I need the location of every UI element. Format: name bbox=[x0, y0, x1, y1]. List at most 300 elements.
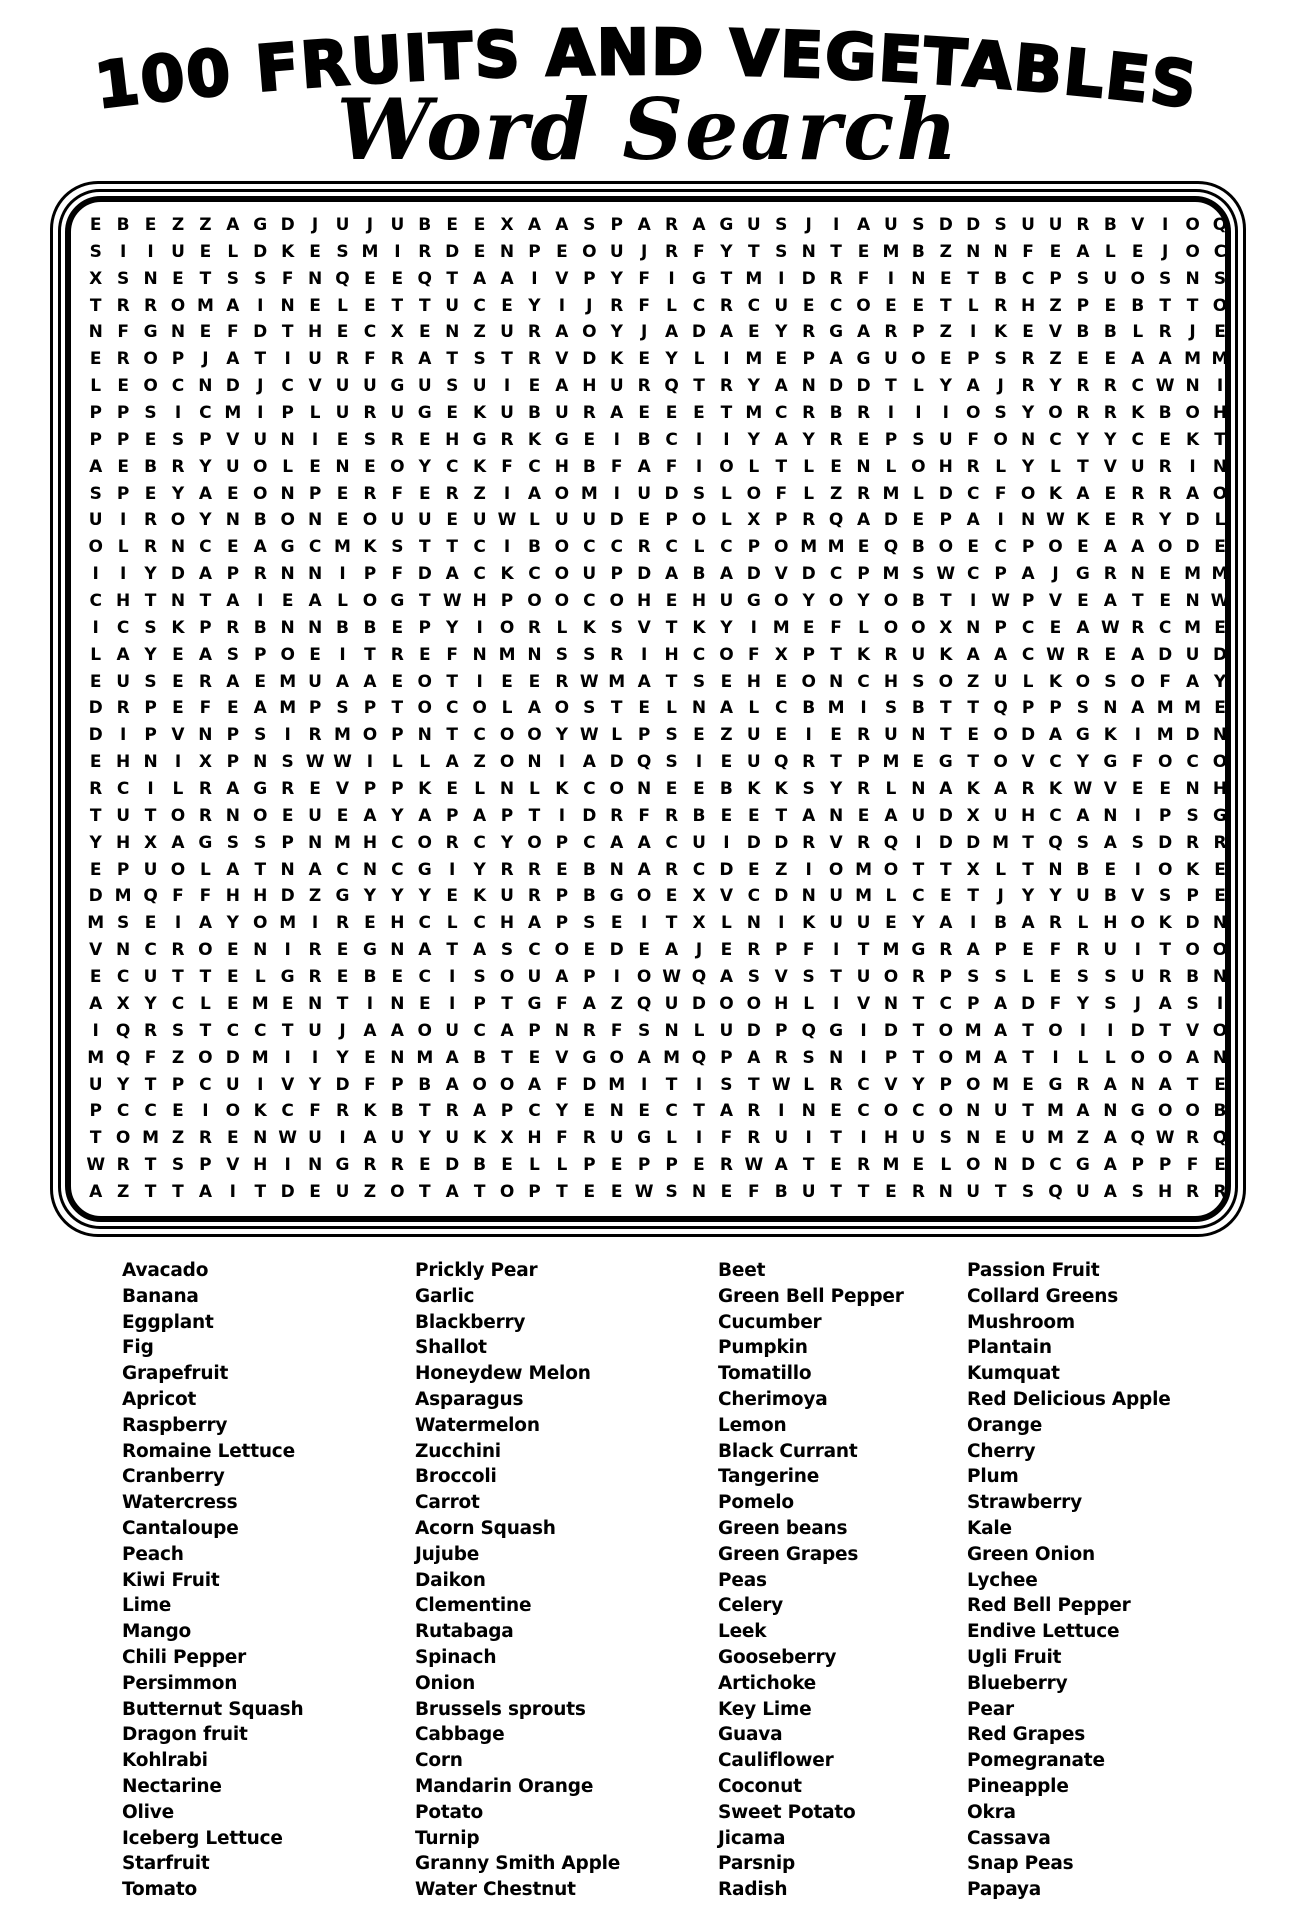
grid-letter: H bbox=[362, 832, 378, 853]
grid-letter: D bbox=[829, 376, 844, 397]
grid-letter: T bbox=[89, 805, 102, 826]
page-title: 100 FRUITS AND VEGETABLES bbox=[91, 15, 1203, 123]
grid-letter: L bbox=[1022, 671, 1034, 692]
grid-letter: E bbox=[418, 1155, 431, 1176]
grid-letter: E bbox=[144, 429, 157, 450]
grid-letter: R bbox=[719, 1155, 733, 1176]
grid-letter: N bbox=[609, 859, 624, 880]
grid-letter: V bbox=[829, 832, 843, 853]
grid-letter: T bbox=[1022, 1020, 1034, 1041]
grid-letter: S bbox=[1076, 832, 1090, 853]
grid-letter: Z bbox=[1049, 295, 1062, 316]
grid-letter: N bbox=[1212, 913, 1228, 934]
grid-letter: C bbox=[692, 859, 706, 880]
grid-letter: E bbox=[638, 349, 650, 370]
grid-letter: B bbox=[1213, 1101, 1227, 1122]
grid-letter: U bbox=[719, 1020, 734, 1041]
grid-letter: L bbox=[254, 967, 266, 988]
grid-letter: N bbox=[911, 779, 926, 800]
grid-letter: T bbox=[144, 805, 157, 826]
grid-letter: J bbox=[311, 215, 319, 235]
grid-letter: A bbox=[363, 1020, 377, 1041]
grid-letter: I bbox=[613, 967, 620, 988]
grid-letter: X bbox=[774, 644, 788, 665]
grid-letter: R bbox=[390, 429, 404, 450]
grid-letter: N bbox=[691, 1181, 707, 1202]
grid-letter: U bbox=[143, 967, 158, 988]
grid-letter: U bbox=[308, 671, 322, 692]
word-item: Avacado bbox=[122, 1260, 209, 1281]
grid-letter: R bbox=[966, 456, 980, 477]
grid-letter: N bbox=[335, 456, 350, 477]
grid-letter: I bbox=[92, 617, 99, 638]
grid-letter: E bbox=[501, 671, 513, 692]
grid-letter: C bbox=[473, 295, 486, 316]
grid-letter: S bbox=[638, 1020, 651, 1041]
word-item: Tomato bbox=[122, 1879, 197, 1901]
grid-letter: P bbox=[363, 779, 377, 800]
grid-letter: R bbox=[774, 1047, 788, 1068]
grid-letter: D bbox=[1158, 832, 1173, 853]
grid-letter: N bbox=[828, 805, 844, 826]
grid-letter: O bbox=[856, 295, 871, 316]
grid-letter: E bbox=[172, 1101, 184, 1122]
grid-letter: N bbox=[993, 241, 1008, 262]
grid-letter: O bbox=[554, 564, 570, 585]
grid-letter: E bbox=[748, 805, 760, 826]
grid-letter: L bbox=[282, 456, 294, 477]
grid-letter: T bbox=[199, 591, 212, 612]
grid-letter: E bbox=[583, 1101, 596, 1122]
word-item: Olive bbox=[122, 1801, 175, 1823]
grid-letter: T bbox=[802, 1155, 815, 1176]
grid-row bbox=[82, 1018, 1234, 1045]
grid-letter: M bbox=[114, 886, 132, 907]
grid-letter: R bbox=[1021, 779, 1035, 800]
grid-letter: E bbox=[912, 510, 925, 531]
grid-letter: E bbox=[446, 403, 458, 424]
grid-letter: H bbox=[307, 322, 323, 343]
grid-letter: G bbox=[198, 832, 213, 853]
grid-letter: A bbox=[445, 1181, 459, 1202]
grid-letter: H bbox=[774, 993, 789, 1014]
grid-letter: Q bbox=[801, 1020, 816, 1041]
grid-letter: C bbox=[226, 1020, 240, 1041]
grid-letter: D bbox=[637, 564, 652, 585]
grid-letter: P bbox=[857, 752, 870, 773]
grid-letter: A bbox=[89, 1181, 103, 1202]
grid-letter: N bbox=[1103, 698, 1118, 719]
grid-letter: A bbox=[966, 940, 980, 961]
grid-letter: D bbox=[691, 322, 707, 343]
word-item: Water Chestnut bbox=[415, 1879, 576, 1901]
grid-letter: P bbox=[528, 1020, 541, 1041]
grid-letter: Y bbox=[1049, 886, 1062, 907]
grid-row bbox=[82, 534, 1234, 561]
grid-letter: O bbox=[554, 698, 570, 719]
grid-letter: B bbox=[911, 698, 925, 719]
grid-letter: E bbox=[720, 752, 733, 773]
grid-letter: M bbox=[251, 1047, 269, 1068]
grid-letter: R bbox=[1213, 1181, 1227, 1202]
grid-letter: P bbox=[857, 564, 870, 585]
grid-letter: I bbox=[558, 752, 566, 773]
grid-letter: I bbox=[695, 429, 703, 450]
grid-letter: P bbox=[89, 1101, 102, 1122]
grid-letter: T bbox=[391, 698, 404, 719]
grid-letter: W bbox=[497, 510, 517, 531]
grid-letter: F bbox=[556, 1074, 568, 1095]
grid-letter: U bbox=[88, 510, 103, 531]
grid-letter: G bbox=[253, 779, 268, 800]
grid-letter: A bbox=[555, 376, 569, 397]
grid-letter: V bbox=[884, 1074, 898, 1095]
grid-letter: O bbox=[911, 617, 926, 638]
grid-letter: I bbox=[832, 215, 840, 235]
grid-letter: O bbox=[609, 591, 624, 612]
grid-letter: E bbox=[418, 322, 431, 343]
grid-letter: E bbox=[583, 429, 596, 450]
grid-letter: A bbox=[198, 564, 212, 585]
grid-letter: B bbox=[363, 617, 377, 638]
grid-letter: K bbox=[856, 644, 871, 665]
grid-letter: T bbox=[199, 1020, 212, 1041]
grid-letter: N bbox=[1020, 429, 1036, 450]
grid-letter: Y bbox=[391, 886, 404, 907]
grid-letter: K bbox=[473, 1128, 487, 1149]
grid-letter: U bbox=[1048, 215, 1063, 235]
grid-letter: E bbox=[638, 940, 650, 961]
grid-letter: K bbox=[363, 1101, 377, 1122]
grid-letter: P bbox=[528, 241, 541, 262]
grid-letter: M bbox=[196, 295, 214, 316]
grid-letter: A bbox=[637, 832, 651, 853]
grid-letter: E bbox=[1214, 886, 1226, 907]
grid-letter: T bbox=[967, 698, 980, 719]
grid-letter: N bbox=[390, 1047, 405, 1068]
grid-letter: O bbox=[554, 537, 570, 558]
grid-letter: D bbox=[88, 698, 103, 719]
grid-letter: U bbox=[116, 671, 131, 692]
grid-letter: H bbox=[938, 456, 953, 477]
grid-row bbox=[82, 1179, 1234, 1206]
grid-letter: O bbox=[417, 1020, 432, 1041]
grid-letter: E bbox=[638, 403, 650, 424]
grid-letter: S bbox=[144, 403, 157, 424]
grid-letter: Q bbox=[691, 967, 707, 988]
grid-letter: E bbox=[1022, 1074, 1034, 1095]
grid-letter: O bbox=[938, 1047, 954, 1068]
grid-letter: E bbox=[885, 1181, 897, 1202]
grid-letter: P bbox=[89, 429, 102, 450]
grid-letter: J bbox=[1052, 564, 1059, 585]
grid-row bbox=[82, 507, 1234, 534]
grid-letter: O bbox=[362, 510, 378, 531]
grid-letter: B bbox=[144, 456, 158, 477]
word-item: Turnip bbox=[415, 1827, 480, 1849]
grid-letter: L bbox=[967, 295, 979, 316]
grid-letter: N bbox=[801, 376, 816, 397]
grid-letter: A bbox=[226, 779, 240, 800]
grid-letter: P bbox=[144, 725, 157, 746]
grid-letter: C bbox=[528, 564, 541, 585]
grid-letter: A bbox=[363, 1128, 377, 1149]
grid-letter: E bbox=[418, 429, 431, 450]
grid-letter: P bbox=[171, 349, 185, 370]
word-item: Asparagus bbox=[415, 1388, 524, 1410]
grid-letter: E bbox=[1104, 349, 1117, 370]
grid-letter: U bbox=[801, 1181, 816, 1202]
grid-letter: L bbox=[611, 725, 623, 746]
grid-letter: L bbox=[803, 456, 815, 477]
grid-letter: P bbox=[391, 1074, 404, 1095]
grid-letter: R bbox=[171, 940, 185, 961]
grid-letter: T bbox=[1159, 940, 1171, 961]
grid-letter: O bbox=[1212, 1020, 1228, 1041]
grid-letter: I bbox=[119, 725, 127, 746]
grid-letter: N bbox=[280, 617, 295, 638]
grid-letter: L bbox=[1022, 967, 1034, 988]
grid-letter: G bbox=[280, 967, 295, 988]
grid-letter: S bbox=[1104, 671, 1117, 692]
grid-letter: F bbox=[610, 1020, 623, 1041]
grid-letter: P bbox=[226, 564, 240, 585]
word-item: Clementine bbox=[415, 1595, 532, 1617]
grid-letter: Y bbox=[418, 456, 431, 477]
grid-letter: I bbox=[832, 993, 840, 1014]
grid-letter: R bbox=[308, 967, 322, 988]
grid-letter: O bbox=[1185, 1101, 1200, 1122]
grid-letter: S bbox=[254, 268, 267, 289]
grid-letter: L bbox=[995, 859, 1007, 880]
grid-letter: R bbox=[1158, 967, 1172, 988]
grid-letter: E bbox=[281, 993, 294, 1014]
grid-letter: L bbox=[1104, 241, 1116, 262]
grid-letter: G bbox=[1048, 1074, 1063, 1095]
grid-letter: E bbox=[89, 215, 102, 235]
grid-letter: Y bbox=[1076, 429, 1090, 450]
word-item: Zucchini bbox=[415, 1440, 501, 1462]
grid-letter: R bbox=[1131, 510, 1145, 531]
word-item: Kale bbox=[967, 1517, 1012, 1539]
grid-letter: E bbox=[1159, 564, 1171, 585]
grid-letter: P bbox=[199, 429, 212, 450]
grid-letter: A bbox=[500, 1020, 514, 1041]
grid-letter: A bbox=[116, 644, 130, 665]
grid-letter: R bbox=[198, 671, 212, 692]
grid-letter: U bbox=[1021, 1128, 1035, 1149]
grid-letter: F bbox=[391, 483, 404, 504]
grid-letter: U bbox=[253, 429, 268, 450]
grid-letter: N bbox=[143, 752, 158, 773]
word-item: Guava bbox=[718, 1724, 783, 1746]
grid-letter: T bbox=[1214, 429, 1226, 450]
grid-letter: Y bbox=[555, 725, 569, 746]
grid-letter: E bbox=[748, 322, 760, 343]
grid-letter: R bbox=[89, 779, 103, 800]
grid-letter: M bbox=[992, 832, 1010, 853]
grid-letter: M bbox=[87, 1047, 105, 1068]
grid-letter: A bbox=[1186, 483, 1200, 504]
grid-letter: S bbox=[1131, 1181, 1144, 1202]
grid-letter: I bbox=[339, 564, 346, 585]
grid-letter: P bbox=[555, 832, 569, 853]
grid-letter: T bbox=[693, 376, 705, 397]
grid-letter: R bbox=[363, 483, 377, 504]
grid-letter: T bbox=[1186, 295, 1199, 316]
grid-letter: A bbox=[1021, 564, 1035, 585]
grid-letter: P bbox=[720, 1047, 733, 1068]
grid-letter: U bbox=[445, 295, 460, 316]
grid-row bbox=[82, 964, 1234, 991]
grid-letter: S bbox=[89, 483, 102, 504]
grid-letter: A bbox=[89, 993, 103, 1014]
grid-letter: Y bbox=[528, 295, 541, 316]
grid-letter: S bbox=[720, 1074, 733, 1095]
grid-letter: M bbox=[279, 671, 297, 692]
grid-letter: I bbox=[723, 429, 730, 450]
grid-letter: O bbox=[499, 617, 515, 638]
grid-letter: T bbox=[199, 967, 212, 988]
grid-letter: I bbox=[174, 913, 182, 934]
grid-letter: I bbox=[778, 913, 785, 934]
grid-letter: T bbox=[939, 591, 952, 612]
grid-letter: I bbox=[640, 1074, 648, 1095]
grid-letter: U bbox=[664, 993, 679, 1014]
grid-letter: T bbox=[1022, 859, 1034, 880]
grid-letter: R bbox=[1076, 376, 1090, 397]
grid-letter: D bbox=[1185, 537, 1200, 558]
grid-letter: E bbox=[418, 644, 431, 665]
grid-letter: Q bbox=[636, 993, 652, 1014]
grid-letter: O bbox=[390, 456, 405, 477]
grid-letter: Y bbox=[418, 886, 431, 907]
grid-letter: S bbox=[583, 644, 596, 665]
grid-row bbox=[82, 910, 1234, 937]
grid-letter: N bbox=[253, 1128, 268, 1149]
grid-letter: B bbox=[1076, 859, 1090, 880]
grid-letter: Y bbox=[912, 913, 925, 934]
grid-letter: G bbox=[527, 993, 542, 1014]
grid-letter: E bbox=[610, 1155, 623, 1176]
grid-letter: Y bbox=[199, 510, 212, 531]
grid-letter: O bbox=[417, 671, 432, 692]
grid-letter: O bbox=[746, 993, 762, 1014]
grid-letter: R bbox=[994, 295, 1008, 316]
grid-letter: O bbox=[499, 725, 515, 746]
word-item: Shallot bbox=[415, 1337, 487, 1359]
grid-letter: E bbox=[227, 537, 239, 558]
grid-letter: C bbox=[1049, 752, 1062, 773]
grid-letter: F bbox=[391, 564, 404, 585]
grid-letter: A bbox=[1048, 725, 1063, 746]
grid-letter: E bbox=[446, 510, 458, 531]
grid-letter: K bbox=[774, 779, 788, 800]
grid-letter: N bbox=[993, 1155, 1008, 1176]
grid-letter: T bbox=[830, 752, 842, 773]
grid-letter: S bbox=[583, 913, 596, 934]
grid-letter: W bbox=[634, 1181, 654, 1202]
grid-letter: H bbox=[1212, 403, 1228, 424]
word-item: Mango bbox=[122, 1621, 192, 1643]
word-item: Grapefruit bbox=[122, 1363, 229, 1385]
word-item: Honeydew Melon bbox=[415, 1363, 591, 1385]
grid-letter: E bbox=[912, 1155, 925, 1176]
grid-letter: A bbox=[253, 698, 267, 719]
word-item: Passion Fruit bbox=[967, 1260, 1100, 1281]
grid-letter: O bbox=[993, 429, 1008, 450]
word-item: Beet bbox=[718, 1260, 766, 1281]
grid-letter: T bbox=[254, 859, 267, 880]
grid-letter: O bbox=[499, 752, 515, 773]
grid-letter: C bbox=[665, 537, 678, 558]
grid-letter: U bbox=[746, 752, 761, 773]
grid-letter: R bbox=[116, 698, 130, 719]
grid-letter: D bbox=[609, 752, 624, 773]
grid-letter: F bbox=[693, 241, 705, 262]
word-list-column bbox=[415, 1258, 620, 1903]
grid-letter: U bbox=[1185, 644, 1200, 665]
grid-letter: C bbox=[720, 537, 733, 558]
grid-letter: R bbox=[829, 1074, 843, 1095]
grid-letter: T bbox=[89, 1128, 102, 1149]
grid-letter: I bbox=[778, 268, 785, 289]
word-item: Lime bbox=[122, 1595, 172, 1617]
word-item: Artichoke bbox=[718, 1672, 817, 1694]
word-item: Tangerine bbox=[718, 1466, 820, 1488]
grid-letter: I bbox=[449, 859, 456, 880]
grid-letter: U bbox=[911, 1128, 926, 1149]
grid-letter: M bbox=[882, 752, 900, 773]
grid-letter: S bbox=[1021, 1181, 1035, 1202]
grid-letter: L bbox=[693, 1020, 705, 1041]
word-item: Okra bbox=[967, 1801, 1016, 1823]
grid-letter: H bbox=[691, 591, 707, 612]
grid-letter: C bbox=[994, 537, 1007, 558]
grid-letter: P bbox=[912, 322, 925, 343]
grid-letter: E bbox=[775, 671, 788, 692]
grid-letter: E bbox=[227, 940, 239, 961]
grid-letter: B bbox=[527, 537, 541, 558]
grid-row bbox=[82, 642, 1234, 669]
grid-letter: O bbox=[362, 725, 378, 746]
grid-letter: X bbox=[144, 832, 158, 853]
grid-letter: E bbox=[583, 940, 596, 961]
grid-row bbox=[82, 266, 1234, 293]
grid-letter: O bbox=[1157, 859, 1173, 880]
grid-letter: C bbox=[966, 564, 980, 585]
grid-letter: E bbox=[857, 537, 870, 558]
grid-letter: V bbox=[89, 940, 103, 961]
grid-letter: L bbox=[172, 779, 184, 800]
grid-letter: Y bbox=[555, 1101, 569, 1122]
grid-letter: U bbox=[856, 913, 871, 934]
grid-letter: R bbox=[1103, 564, 1117, 585]
grid-letter: W bbox=[936, 564, 956, 585]
grid-letter: D bbox=[746, 1020, 761, 1041]
grid-letter: E bbox=[528, 1047, 541, 1068]
grid-letter: O bbox=[1157, 1047, 1173, 1068]
grid-letter: M bbox=[882, 483, 900, 504]
grid-letter: E bbox=[199, 322, 212, 343]
grid-letter: R bbox=[582, 1020, 596, 1041]
grid-letter: D bbox=[774, 832, 789, 853]
grid-letter: D bbox=[280, 1181, 295, 1202]
grid-letter: B bbox=[719, 779, 733, 800]
grid-letter: W bbox=[1155, 376, 1175, 397]
grid-letter: T bbox=[281, 322, 294, 343]
grid-letter: R bbox=[144, 510, 158, 531]
